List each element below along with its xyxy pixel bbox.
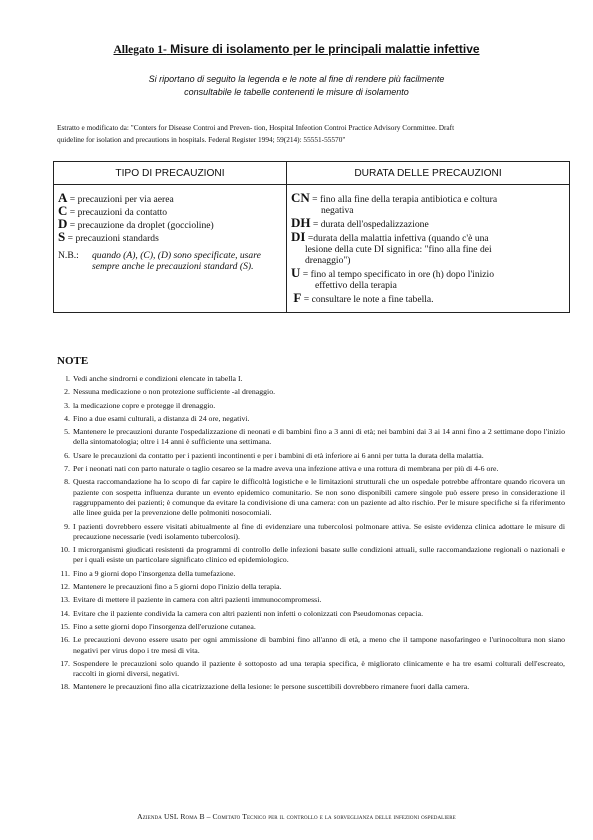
- note-item: [59, 387, 565, 397]
- note-text: I microrganismi giudicati resistenti da programmi di controllo delle infezioni basate sulle condizioni attuali, sulle raccomandazione regionali o nazionali e per i quali esiste un particolare significato clinico ed epidemiologico.: [73, 545, 565, 565]
- title-main: Misure di isolamento per le principali malattie infettive: [166, 42, 480, 56]
- source-citation: [57, 122, 557, 146]
- nb-text: quando (A), (C), (D) sono specificate, usare sempre anche le precauzioni standard (S).: [92, 250, 261, 272]
- note-item: [59, 682, 565, 692]
- note-text: Fino a sette giorni dopo l'insorgenza dell'eruzione cutanea.: [73, 621, 256, 631]
- intro-line-2: consultabile le tabelle contenenti le misure di isolamento: [184, 87, 409, 97]
- note-text: Mantenere le precauzioni fino a 5 giorni dopo l'inizio della terapia.: [73, 582, 282, 592]
- note-number: 14.: [60, 608, 70, 618]
- intro-text: [0, 73, 593, 99]
- nb-label: N.B.:: [58, 250, 79, 261]
- note-item: [59, 609, 565, 619]
- note-text: Per i neonati nati con parto naturale o taglio cesareo se la madre aveva una infezione attiva e una rottura di membrana per più di 4-6 ore.: [73, 464, 499, 474]
- duration-di: DI =durata della malattia infettiva (quando c'è una lesione della cute DI significa: "fino alla fine dei drenaggio"): [291, 229, 492, 266]
- note-number: 10.: [60, 545, 70, 555]
- note-number: 4.: [64, 413, 70, 423]
- note-item: [59, 622, 565, 632]
- note-item: [59, 401, 565, 411]
- header-tipo-precauzioni: TIPO DI PRECAUZIONI: [54, 162, 287, 185]
- note-item: [59, 582, 565, 592]
- note-text: I pazienti dovrebbero essere visitati abitualmente al fine di evidenziare una tubercolosi polmonare attiva. Se esiste evidenza clinica adottare le misure di precauzione necessarie (vedi isolamento tubercolosi).: [73, 521, 565, 541]
- notes-list: [59, 374, 565, 696]
- notes-heading: NOTE: [57, 355, 89, 367]
- intro-line-1: Si riportano di seguito la legenda e le note al fine di rendere più facilmente: [148, 74, 445, 84]
- note-text: la medicazione copre e protegge il drenaggio.: [73, 400, 216, 410]
- note-item: [59, 414, 565, 424]
- page-footer: Azienda USL Roma B – Comitato Tecnico per il controllo e la sorveglianza delle infezioni ospedaliere: [137, 812, 456, 821]
- note-number: 2.: [64, 387, 70, 397]
- note-item: [59, 545, 565, 566]
- note-text: Mantenere le precauzioni durante l'ospedalizzazione di neonati e di bambini fino a 3 anni di età; nei bambini dai 3 ai 14 anni fino a 2 settimane dopo l'inizio della sintomatologia; oltre i 14 anni è sufficiente una settimana.: [73, 427, 565, 447]
- note-number: 6.: [64, 450, 70, 460]
- note-text: Mantenere le precauzioni fino alla cicatrizzazione della lesione: le persone suscettibili dovrebbero rimanere fuori dalla camera.: [73, 682, 470, 692]
- note-text: Nessuna medicazione o non protezione sufficiente -al drenaggio.: [73, 387, 276, 397]
- note-item: [59, 451, 565, 461]
- note-number: 12.: [60, 582, 70, 592]
- precaution-types-cell: [54, 185, 287, 313]
- note-number: 3.: [64, 400, 70, 410]
- note-item: [59, 635, 565, 656]
- duration-cn: CN = fino alla fine della terapia antibiotica e coltura negativa: [291, 190, 498, 216]
- note-item: [59, 659, 565, 680]
- note-number: 17.: [60, 658, 70, 668]
- duration-f: F = consultare le note a fine tabella.: [293, 290, 434, 305]
- note-number: 15.: [60, 621, 70, 631]
- note-item: [59, 522, 565, 543]
- precaution-durations-cell: [287, 185, 570, 313]
- note-number: 11.: [60, 568, 70, 578]
- note-number: 16.: [60, 635, 70, 645]
- header-durata-precauzioni: DURATA DELLE PRECAUZIONI: [287, 162, 570, 185]
- note-item: [59, 595, 565, 605]
- note-number: 8.: [64, 477, 70, 487]
- document-title: [0, 42, 593, 56]
- precaution-s: S = precauzioni standards: [58, 229, 159, 244]
- note-text: Vedi anche sindrorni e condizioni elencate in tabella I.: [73, 374, 243, 383]
- note-number: 5.: [64, 427, 70, 437]
- precaution-c: C = precauzioni da contatto: [58, 203, 168, 218]
- precautions-table: [53, 161, 570, 313]
- precaution-a: A = precauzioni per via aerea: [58, 190, 174, 205]
- note-item: [59, 374, 565, 384]
- nb-note: [58, 250, 282, 272]
- duration-dh: DH = durata dell'ospedalizzazione: [291, 215, 429, 230]
- note-number: 9.: [64, 521, 70, 531]
- precaution-d: D = precauzione da droplet (goccioline): [58, 216, 214, 231]
- note-text: Evitare che il paziente condivida la camera con altri pazienti non infetti o colonizzati con Pseudomonas cepacia.: [73, 608, 424, 618]
- note-text: Questa raccomandazione ha lo scopo di far capire le difficoltà logistiche e le lirnitazioni strutturali che un ospedale potrebbe affrontare quando ricovera un paziente con sospetta influenza durante un evento epidemico comunitario. Se non sono disponibili camere singole può essere preso in considerazione il raggruppamento dei pazienti; è comunque da evitare la condivisione di una camera: con un paziente ad alto rischio. Per le misure specifiche si fa riferimento alle linee guida per la prevenzione delle polmoniti nosocomiali.: [73, 477, 565, 518]
- note-item: [59, 477, 565, 518]
- note-item: [59, 427, 565, 448]
- note-text: Fino a 9 giorni dopo l'insorgenza della tumefazione.: [73, 568, 236, 578]
- note-text: Fino a due esami culturali, a distanza di 24 ore, negativi.: [73, 413, 250, 423]
- note-text: Sospendere le precauzioni solo quando il paziente è sottoposto ad una terapia specifica, è migliorato clinicamente e ha tre esami colturali dell'escreato, raccolti in giorni diversi, negativi.: [73, 658, 565, 679]
- note-number: 13.: [60, 595, 70, 605]
- note-item: [59, 464, 565, 474]
- source-line-2: quideline for isolation and precautions in hospitals. Federal Register 1994; 59(214): 55551-55570": [57, 135, 346, 144]
- duration-u: U = fino al tempo specificato in ore (h) dopo l'inizio effettivo della terapia: [291, 265, 495, 291]
- note-number: l.: [65, 374, 70, 383]
- source-line-1: Estratto e modificato da: "Conters for Disease Controi and Preven- tion, Hospital Infeotion Controi Practice Advisory Cornmittee. Draft: [57, 123, 455, 132]
- note-text: Usare le precauzioni da contatto per i pazienti incontinenti e per i bambini di età inferiore ai 6 anni per tutta la durata della malattia.: [73, 450, 484, 460]
- note-text: Evitare di mettere il paziente in camera con altri pazienti immunocompromessi.: [73, 595, 322, 605]
- note-number: 18.: [60, 682, 70, 692]
- note-number: 7.: [64, 464, 70, 474]
- note-item: [59, 569, 565, 579]
- note-text: Le precauzioni devono essere usato per ogni ammissione di bambini fino all'anno di età, a meno che il tampone nasofaringeo e l'urinocoltura non siano negativi per virus dopo i tre mesi di vita.: [73, 635, 565, 655]
- title-prefix: Allegato 1-: [113, 44, 167, 56]
